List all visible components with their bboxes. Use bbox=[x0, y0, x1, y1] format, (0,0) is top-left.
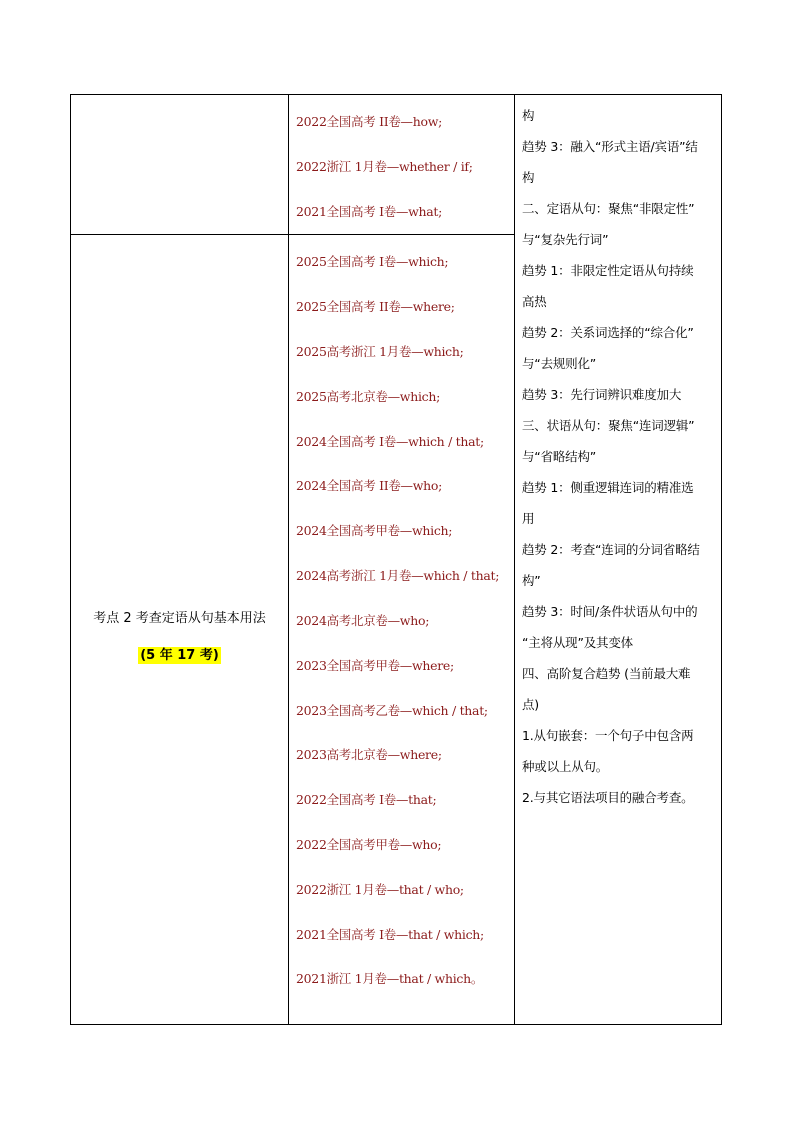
list-item: 2025全国高考 I卷—which; bbox=[296, 254, 449, 270]
trends-cell bbox=[515, 95, 722, 1025]
list-item: 2022全国高考甲卷—who; bbox=[296, 836, 442, 852]
papers-cell bbox=[289, 235, 515, 1025]
list-item: 趋势 1：侧重逻辑连词的精准选 bbox=[522, 480, 694, 495]
list-item: 用 bbox=[522, 511, 535, 526]
list-item: 三、状语从句：聚焦“连词逻辑” bbox=[522, 418, 695, 433]
list-item: 二、定语从句：聚焦“非限定性” bbox=[522, 201, 695, 216]
list-item: 2022全国高考 I卷—that; bbox=[296, 792, 437, 808]
list-item: 2024全国高考 II卷—who; bbox=[296, 478, 443, 494]
list-item: 高热 bbox=[522, 294, 547, 309]
list-item: 与“省略结构” bbox=[522, 449, 597, 464]
list-item: 2021浙江 1月卷—that / which。 bbox=[296, 971, 484, 987]
list-item: 2021全国高考 I卷—that / which; bbox=[296, 926, 484, 942]
list-item: 点) bbox=[522, 697, 539, 712]
list-item: 趋势 3：先行词辨识难度加大 bbox=[522, 387, 682, 402]
list-item: 2024高考浙江 1月卷—which / that; bbox=[296, 567, 500, 583]
list-item: 构 bbox=[522, 108, 535, 123]
list-item: 趋势 3：融入“形式主语/宾语”结 bbox=[522, 139, 698, 154]
list-item: 2024高考北京卷—who; bbox=[296, 612, 430, 628]
table-row bbox=[71, 95, 722, 235]
topic-cell bbox=[71, 235, 289, 1025]
list-item: 趋势 3：时间/条件状语从句中的 bbox=[522, 604, 698, 619]
list-item: 2024全国高考 I卷—which / that; bbox=[296, 433, 484, 449]
topic-count-badge: (5 年 17 考) bbox=[140, 648, 219, 664]
list-item: 2021全国高考 I卷—what; bbox=[296, 203, 443, 219]
list-item: 2025高考北京卷—which; bbox=[296, 388, 441, 404]
list-item: 2023全国高考乙卷—which / that; bbox=[296, 702, 488, 718]
list-item: 2023高考北京卷—where; bbox=[296, 747, 442, 763]
list-item: 2.与其它语法项目的融合考查。 bbox=[522, 790, 694, 805]
trends-list bbox=[515, 95, 721, 813]
list-item: 构 bbox=[522, 170, 535, 185]
exam-points-table bbox=[70, 94, 722, 1025]
papers-cell bbox=[289, 95, 515, 235]
list-item: 2024全国高考甲卷—which; bbox=[296, 523, 453, 539]
topic-cell-empty bbox=[71, 95, 289, 235]
list-item: 2023全国高考甲卷—where; bbox=[296, 657, 454, 673]
list-item: 2022浙江 1月卷—that / who; bbox=[296, 881, 464, 897]
list-item: 种或以上从句。 bbox=[522, 759, 609, 774]
list-item: 趋势 2：关系词选择的“综合化” bbox=[522, 325, 694, 340]
list-item: 与“去规则化” bbox=[522, 356, 597, 371]
list-item: 2022全国高考 II卷—how; bbox=[296, 114, 443, 129]
list-item: “主将从现”及其变体 bbox=[522, 635, 633, 650]
list-item: 2022浙江 1月卷—whether / if; bbox=[296, 158, 473, 174]
list-item: 趋势 1：非限定性定语从句持续 bbox=[522, 263, 694, 278]
list-item: 与“复杂先行词” bbox=[522, 232, 609, 247]
list-item: 2025全国高考 II卷—where; bbox=[296, 299, 455, 315]
list-item: 2025高考浙江 1月卷—which; bbox=[296, 343, 464, 359]
list-item: 四、高阶复合趋势 (当前最大难 bbox=[522, 666, 691, 681]
papers-list bbox=[289, 95, 514, 234]
list-item: 趋势 2：考查“连词的分词省略结 bbox=[522, 542, 700, 557]
topic-title: 考点 2 考查定语从句基本用法 bbox=[93, 611, 266, 627]
papers-list bbox=[289, 235, 514, 1002]
list-item: 构” bbox=[522, 573, 541, 588]
list-item: 1.从句嵌套：一个句子中包含两 bbox=[522, 728, 694, 743]
